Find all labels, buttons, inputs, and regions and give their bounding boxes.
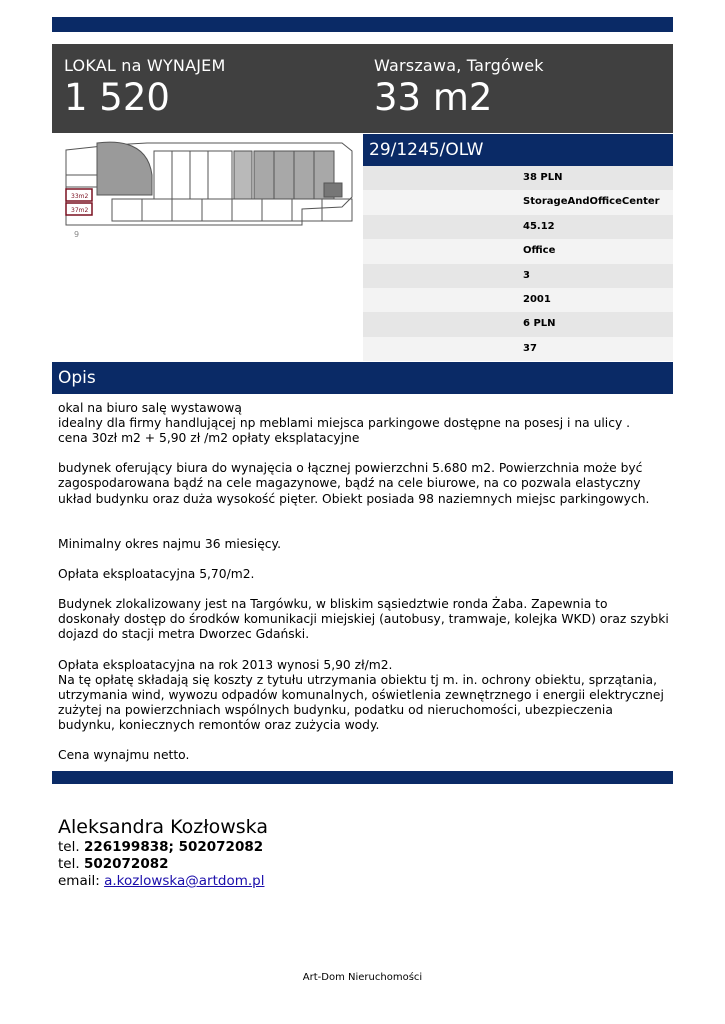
listing-location: Warszawa, Targówek (374, 56, 544, 75)
tel-label-2: tel. (58, 856, 80, 872)
description-line: zużytej na powierzchniach wspólnych budynku, podatku od nieruchomości, ubezpieczenia (58, 702, 613, 717)
reference-number: 29/1245/OLW (369, 140, 484, 160)
plan-marker-label: 9 (74, 230, 80, 239)
property-row-fee: 6 PLN (363, 312, 673, 336)
description-line: doskonały dostęp do środków komunikacji miejskiej (autobusy, tramwaje, kolejka WKD) oraz szybki (58, 612, 669, 627)
description-line (58, 507, 670, 522)
listing-area: 33 m2 (374, 76, 493, 119)
description-line (58, 643, 670, 658)
description-line (58, 522, 670, 537)
property-row-year: 2001 (363, 288, 673, 312)
agent-name: Aleksandra Kozłowska (58, 816, 268, 838)
property-row-type: Office (363, 239, 673, 263)
description-line: Cena wynajmu netto. (58, 748, 190, 763)
property-row-price-per-m2: 38 PLN (363, 166, 673, 190)
phone-numbers-2: 502072082 (83, 856, 169, 872)
description-line: Budynek zlokalizowany jest na Targówku, w bliskim sąsiedztwie ronda Żaba. Zapewnia to (58, 597, 608, 612)
listing-header (52, 44, 673, 133)
description-line: budynku, koniecznych remontów oraz zużycia wody. (58, 717, 380, 732)
footer-company: Art-Dom Nieruchomości (302, 972, 423, 983)
description-line: idealny dla firmy handlującej np meblami miejsca parkingowe dostępne na posesj i na ulicy . (58, 416, 631, 431)
unit-label-37: 37m2 (71, 207, 89, 214)
floor-plan-image (52, 135, 358, 248)
description-line: dojazd do stacji metra Dworzec Gdański. (58, 627, 310, 642)
description-line: utrzymania wind, wywozu odpadów komunalnych, oświetlenia zewnętrznego i energii elektrycznej (58, 687, 664, 702)
property-row-value: 45.12 (363, 215, 673, 239)
floor-plan-drawing (52, 135, 358, 248)
description-line (58, 446, 670, 461)
listing-summary (64, 56, 225, 120)
description-line: Na tę opłatę składają się koszty z tytułu utrzymania obiektu tj m. in. ochrony obiektu, sprzątania, (58, 672, 657, 687)
description-title: Opis (58, 368, 96, 388)
phone-numbers-1: 226199838; 502072082 (83, 839, 264, 855)
description-line: okal na biuro salę wystawową (58, 401, 242, 415)
description-line: budynek oferujący biura do wynajęcia o łącznej powierzchni 5.680 m2. Powierzchnia może być (58, 461, 643, 476)
listing-location-area (374, 56, 544, 120)
listing-price: 1 520 (64, 76, 170, 119)
description-line: cena 30zł m2 + 5,90 zł /m2 opłaty eksplatacyjne (58, 431, 360, 446)
tel-label-1: tel. (58, 839, 80, 855)
description-line (58, 733, 670, 748)
contact-block (58, 815, 268, 890)
description-text (58, 401, 670, 763)
description-line: Minimalny okres najmu 36 miesięcy. (58, 536, 281, 551)
property-row-number: 37 (363, 337, 673, 361)
description-line (58, 582, 670, 597)
phone-line-1 (58, 839, 268, 856)
email-line (58, 873, 268, 890)
property-row-floor: 3 (363, 264, 673, 288)
description-line: Opłata eksploatacyjna 5,70/m2. (58, 567, 255, 582)
property-row-building: StorageAndOfficeCenter (363, 190, 673, 214)
listing-type: LOKAL na WYNAJEM (64, 56, 226, 75)
description-section-bar (52, 362, 673, 394)
phone-line-2 (58, 856, 268, 873)
reference-number-bar (363, 134, 673, 166)
email-label: email: (58, 873, 100, 889)
top-banner-bar (52, 17, 673, 32)
separator-bar (52, 771, 673, 784)
description-line: układ budynku oraz duża wysokość pięter. Obiekt posiada 98 naziemnych miejsc parkingowych. (58, 491, 650, 506)
description-line: zagospodarowana bądź na cele magazynowe, bądź na cele biurowe, na co pozwala elastyczny (58, 476, 641, 491)
email-link[interactable]: a.kozlowska@artdom.pl (104, 873, 265, 889)
description-line (58, 552, 670, 567)
description-line: Opłata eksploatacyjna na rok 2013 wynosi 5,90 zł/m2. (58, 657, 393, 672)
property-details-table (363, 166, 673, 361)
unit-label-33: 33m2 (71, 193, 89, 200)
